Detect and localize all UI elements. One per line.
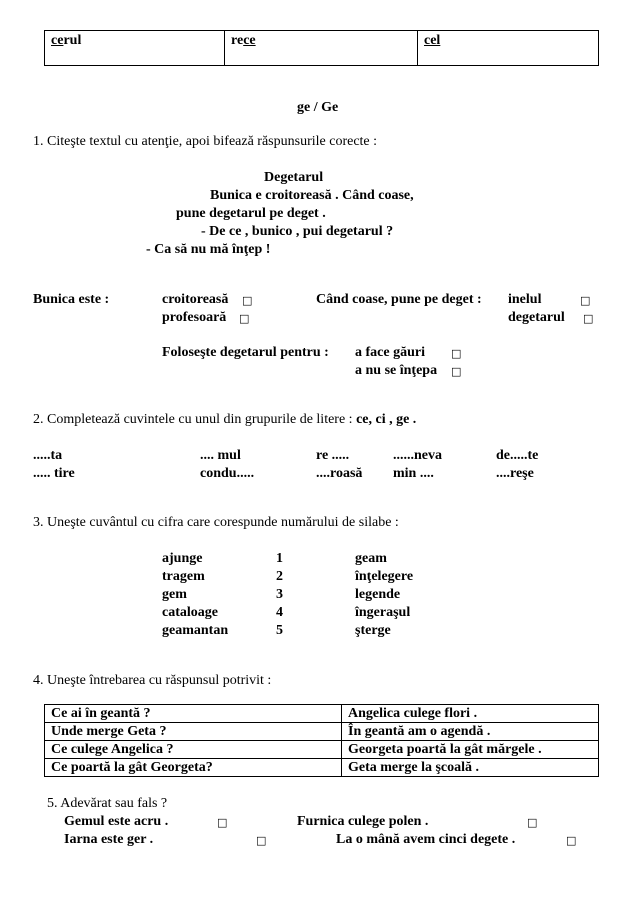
option-inelul: inelul [508, 292, 542, 307]
fill-word: .... mul [200, 448, 241, 463]
option-nu-se-intepa: a nu se înţepa [355, 363, 438, 378]
word-cel: cel [424, 33, 441, 48]
foloseste-label: Foloseşte degetarul pentru : [162, 345, 329, 360]
answer-cell[interactable]: Georgeta poartă la gât mărgele . [342, 741, 599, 759]
syllable-number: 3 [276, 587, 283, 602]
q1-instruction: 1. Citeşte textul cu atenţie, apoi bifează răspunsurile corecte : [33, 134, 378, 149]
q2-instruction: 2. Completează cuvintele cu unul din grupurile de litere : ce, ci , ge . [33, 412, 417, 427]
page-heading: ge / Ge [297, 100, 339, 115]
statement: La o mână avem cinci degete . [336, 832, 516, 847]
q3-instruction: 3. Uneşte cuvântul cu cifra care corespunde numărului de silabe : [33, 515, 399, 530]
question-cell[interactable]: Ce ai în geantă ? [45, 705, 342, 723]
fill-word: ....roasă [316, 466, 363, 481]
word-rece: rece [231, 33, 256, 48]
poem-line-3: - De ce , bunico , pui degetarul ? [201, 224, 394, 239]
checkbox[interactable]: □ [527, 816, 538, 829]
word-cerul: cerul [51, 33, 82, 48]
statement: Furnica culege polen . [297, 814, 429, 829]
q5-instruction: 5. Adevărat sau fals ? [47, 796, 168, 811]
answer-cell[interactable]: Angelica culege flori . [342, 705, 599, 723]
syllable-word: îngeraşul [355, 605, 411, 620]
syllable-word: legende [355, 587, 401, 602]
syllable-word: gem [162, 587, 187, 602]
syllable-number: 2 [276, 569, 283, 584]
fill-word: .....ta [33, 448, 63, 463]
table-row [45, 723, 599, 741]
option-profesoara: profesoară [162, 310, 227, 325]
syllable-number: 5 [276, 623, 283, 638]
bunica-label: Bunica este : [33, 292, 110, 307]
q4-instruction: 4. Uneşte întrebarea cu răspunsul potrivit : [33, 673, 272, 688]
syllable-number: 4 [276, 605, 283, 620]
answer-cell[interactable]: În geantă am o agendă . [342, 723, 599, 741]
syllable-number: 1 [276, 551, 283, 566]
question-cell[interactable]: Unde merge Geta ? [45, 723, 342, 741]
checkbox[interactable]: □ [239, 312, 250, 325]
syllable-word: geamantan [162, 623, 229, 638]
checkbox[interactable]: □ [583, 312, 594, 325]
checkbox[interactable]: □ [256, 834, 267, 847]
cand-label: Când coase, pune pe deget : [316, 292, 482, 307]
syllable-word: şterge [355, 623, 391, 638]
checkbox[interactable]: □ [580, 294, 591, 307]
table-row [45, 759, 599, 777]
word-cell [225, 31, 418, 65]
syllable-word: ajunge [162, 551, 203, 566]
syllable-word: cataloage [162, 605, 218, 620]
option-face-gauri: a face găuri [355, 345, 425, 360]
fill-word: ......neva [393, 448, 442, 463]
option-croitoreasa: croitoreasă [162, 292, 229, 307]
syllable-word: înţelegere [355, 569, 414, 584]
syllable-word: geam [355, 551, 387, 566]
fill-word: de.....te [496, 448, 539, 463]
poem-line-4: - Ca să nu mă înţep ! [146, 242, 271, 257]
poem-title: Degetarul [264, 170, 324, 185]
statement: Iarna este ger . [64, 832, 154, 847]
table-row [45, 741, 599, 759]
syllable-word: tragem [162, 569, 205, 584]
checkbox[interactable]: □ [451, 365, 462, 378]
poem-line-1: Bunica e croitoreasă . Când coase, [210, 188, 414, 203]
poem-line-2: pune degetarul pe deget . [176, 206, 326, 221]
fill-word: condu..... [200, 466, 255, 481]
answer-cell[interactable]: Geta merge la şcoală . [342, 759, 599, 777]
table-row [45, 705, 599, 723]
word-cell [418, 31, 598, 65]
statement: Gemul este acru . [64, 814, 169, 829]
fill-word: min .... [393, 466, 434, 481]
checkbox[interactable]: □ [566, 834, 577, 847]
checkbox[interactable]: □ [451, 347, 462, 360]
fill-word: ..... tire [33, 466, 75, 481]
question-cell[interactable]: Ce poartă la gât Georgeta? [45, 759, 342, 777]
question-answer-table [44, 704, 599, 777]
checkbox[interactable]: □ [217, 816, 228, 829]
fill-word: re ..... [316, 448, 350, 463]
fill-word: ....reşe [496, 466, 534, 481]
word-cell [45, 31, 225, 65]
word-table [44, 30, 599, 66]
checkbox[interactable]: □ [242, 294, 253, 307]
option-degetarul: degetarul [508, 310, 565, 325]
question-cell[interactable]: Ce culege Angelica ? [45, 741, 342, 759]
